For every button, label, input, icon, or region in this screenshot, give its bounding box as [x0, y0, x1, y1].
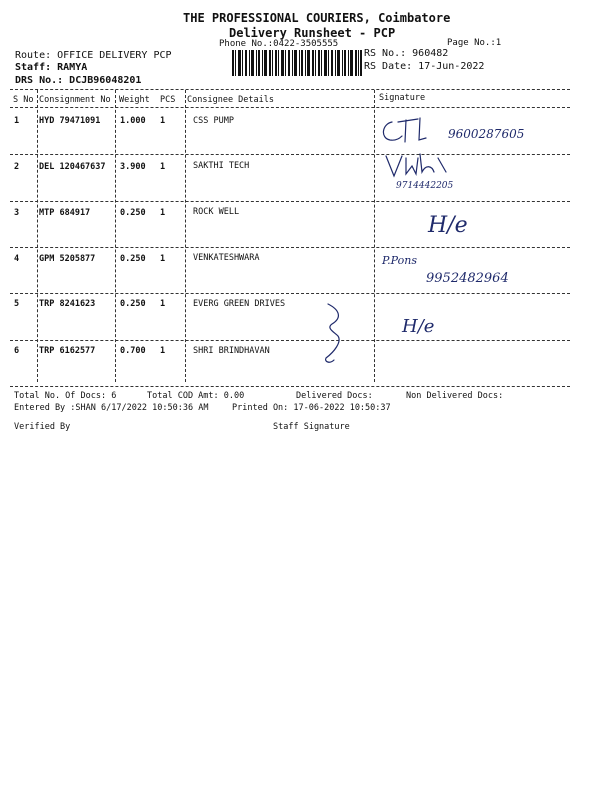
printed-on: Printed On: 17-06-2022 10:50:37 [232, 403, 391, 413]
row-consignment-no: DEL 120467637 [39, 162, 106, 172]
svg-text:H/e: H/e [402, 316, 435, 337]
total-cod-amount: Total COD Amt: 0.00 [147, 391, 245, 401]
svg-text:9714442205: 9714442205 [396, 181, 454, 191]
row-consignee: EVERG GREEN DRIVES [193, 299, 286, 309]
col-divider [37, 90, 38, 382]
row-consignee: SAKTHI TECH [193, 161, 250, 171]
table-top-rule [10, 89, 570, 90]
signature-stroke-icon [316, 300, 356, 370]
row-consignee: VENKATESHWARA [193, 253, 260, 263]
rs-number: RS No.: 960482 [364, 48, 449, 59]
page-number: Page No.:1 [447, 38, 502, 48]
row-sno: 3 [14, 208, 20, 218]
row-sno: 2 [14, 162, 20, 172]
table-bottom-rule [10, 386, 570, 387]
row-rule [10, 201, 570, 202]
row-weight: 0.250 [120, 208, 146, 218]
col-divider [185, 90, 186, 382]
row-consignment-no: TRP 8241623 [39, 299, 96, 309]
svg-text:9600287605: 9600287605 [448, 127, 525, 141]
table-header-rule [10, 107, 570, 108]
runsheet-title: Delivery Runsheet - PCP [229, 26, 396, 40]
total-docs: Total No. Of Docs: 6 [14, 391, 117, 401]
row-pcs: 1 [160, 162, 166, 172]
rs-date: RS Date: 17-Jun-2022 [364, 61, 485, 72]
non-delivered-docs: Non Delivered Docs: [406, 391, 504, 401]
signature-row-1 [376, 110, 566, 154]
svg-text:P.Pons: P.Pons [382, 254, 417, 267]
entered-by: Entered By :SHAN 6/17/2022 10:50:36 AM [14, 403, 209, 413]
row-consignee: SHRI BRINDHAVAN [193, 346, 270, 356]
staff-label: Staff: RAMYA [15, 62, 88, 73]
row-consignment-no: HYD 79471091 [39, 116, 101, 126]
header-sno: S No [13, 95, 34, 105]
row-consignment-no: TRP 6162577 [39, 346, 96, 356]
row-pcs: 1 [160, 299, 166, 309]
header-weight: Weight [119, 95, 150, 105]
signature-row-3 [420, 204, 500, 244]
col-divider [374, 90, 375, 382]
staff-signature: Staff Signature [273, 422, 350, 432]
signature-row-4 [376, 248, 536, 290]
header-signature: Signature [379, 93, 426, 103]
header-consignment-no: Consignment No [39, 95, 111, 105]
row-consignee: CSS PUMP [193, 116, 234, 126]
row-pcs: 1 [160, 116, 166, 126]
verified-by: Verified By [14, 422, 71, 432]
row-weight: 1.000 [120, 116, 146, 126]
row-rule [10, 340, 570, 341]
row-sno: 4 [14, 254, 20, 264]
row-weight: 0.250 [120, 299, 146, 309]
delivered-docs: Delivered Docs: [296, 391, 373, 401]
barcode-icon [232, 50, 362, 76]
row-rule [10, 293, 570, 294]
col-divider [115, 90, 116, 382]
row-weight: 0.700 [120, 346, 146, 356]
company-name: THE PROFESSIONAL COURIERS, Coimbatore [183, 11, 451, 25]
row-pcs: 1 [160, 208, 166, 218]
row-sno: 5 [14, 299, 20, 309]
row-weight: 0.250 [120, 254, 146, 264]
row-pcs: 1 [160, 254, 166, 264]
header-consignee-details: Consignee Details [187, 95, 274, 105]
row-pcs: 1 [160, 346, 166, 356]
svg-text:9952482964: 9952482964 [426, 271, 509, 286]
signature-row-2 [376, 152, 496, 194]
signature-row-5 [396, 308, 466, 340]
svg-text:H/e: H/e [428, 213, 468, 238]
row-consignment-no: MTP 684917 [39, 208, 91, 218]
phone-number: Phone No.:0422-3505555 [219, 39, 339, 49]
row-consignee: ROCK WELL [193, 207, 240, 217]
row-weight: 3.900 [120, 162, 146, 172]
row-consignment-no: GPM 5205877 [39, 254, 96, 264]
drs-number: DRS No.: DCJB96048201 [15, 75, 142, 86]
route-label: Route: OFFICE DELIVERY PCP [15, 50, 172, 61]
row-sno: 1 [14, 116, 20, 126]
row-sno: 6 [14, 346, 20, 356]
header-pcs: PCS [160, 95, 176, 105]
